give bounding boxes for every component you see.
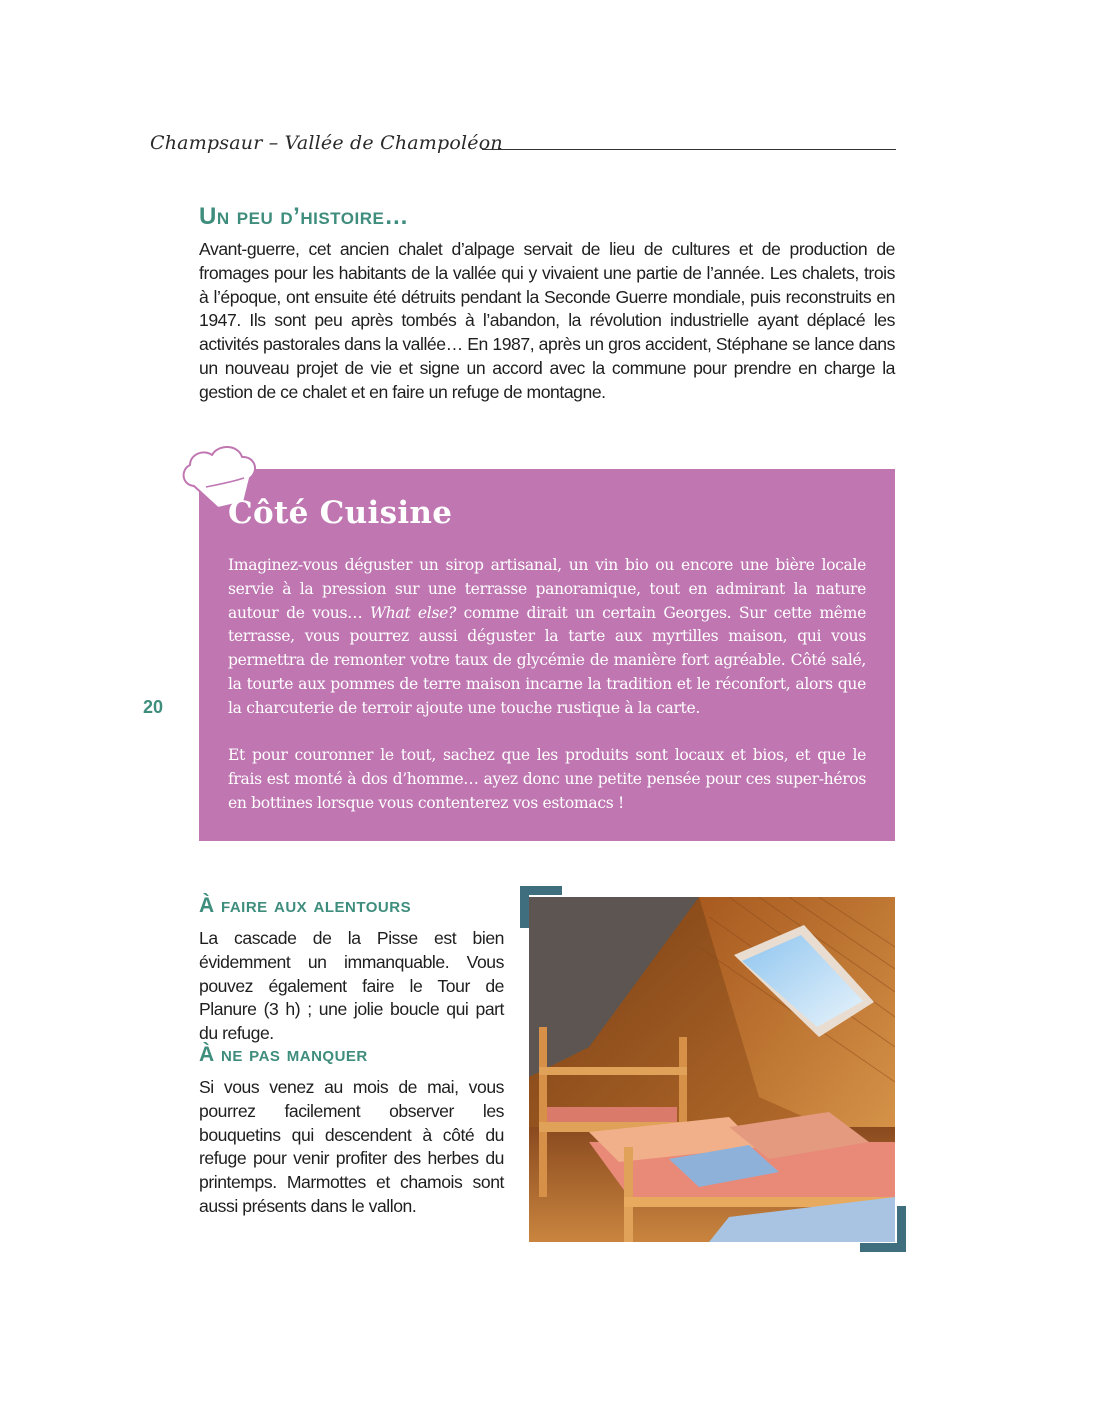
around-text: La cascade de la Pisse est bien évidemment un immanquable. Vous pouvez également faire le Tour de Planure (3 h) ; une jolie boucle qui part du refuge. bbox=[199, 928, 504, 1044]
cuisine-title: Côté Cuisine bbox=[228, 495, 453, 531]
cuisine-text-part: Imaginez-vous déguster un sirop artisanal, un vin bio ou encore une bière locale servie à la pression sur une terrasse panoramique, tout en admirant la nature autour de vous… bbox=[228, 556, 866, 622]
running-header: Champsaur – Vallée de Champoléon bbox=[150, 132, 503, 154]
around-title: À faire aux alentours bbox=[199, 894, 412, 917]
cuisine-italic-quote: What else? bbox=[370, 603, 456, 622]
history-text: Avant-guerre, cet ancien chalet d’alpage servait de lieu de cultures et de production de fromages pour les habitants de la vallée qui y vivaient une partie de l’année. Les chalets, trois à l’époque, ont ensuite été détruits pendant la Seconde Guerre mondiale, puis reconstruits en 1947. Ils sont peu après tombés à l’abandon, la révolution industrielle ayant déplacé les activités pastorales dans la vallée… En 1987, après un gros accident, Stéphane se lance dans un nouveau projet de vie et signe un accord avec la commune pour prendre en charge la gestion de ce chalet et en faire un refuge de montagne. bbox=[199, 239, 895, 402]
photo-corner bbox=[897, 1206, 906, 1252]
history-title: Un peu d’histoire… bbox=[199, 203, 409, 230]
cuisine-paragraph-2: Et pour couronner le tout, sachez que les produits sont locaux et bios, et que le frais est monté à dos d’homme… ayez donc une petite pensée pour ces super-héros en bottines lorsque vous contenterez vos estomacs ! bbox=[228, 746, 866, 812]
dormitory-photo bbox=[529, 897, 895, 1242]
photo-frame bbox=[520, 886, 906, 1252]
photo-corner bbox=[520, 886, 529, 928]
dont-miss-title: À ne pas manquer bbox=[199, 1043, 368, 1066]
cuisine-paragraph-1 bbox=[228, 554, 866, 721]
dont-miss-text: Si vous venez au mois de mai, vous pourrez facilement observer les bouquetins qui descendent à côté du refuge pour venir profiter des herbes du printemps. Marmottes et chamois sont aussi présents dans le vallon. bbox=[199, 1077, 504, 1216]
header-rule bbox=[482, 149, 896, 150]
page-number: 20 bbox=[143, 697, 164, 717]
cuisine-text-part: comme dirait un certain Georges. Sur cette même terrasse, vous pourrez aussi déguster la tarte aux myrtilles maison, qui vous permettra de remonter votre taux de glycémie de manière fort agréable. Côté salé, la tourte aux pommes de terre maison incarne la tradition et le réconfort, alors que la charcuterie de terroir ajoute une touche rustique à la carte. bbox=[228, 603, 866, 717]
